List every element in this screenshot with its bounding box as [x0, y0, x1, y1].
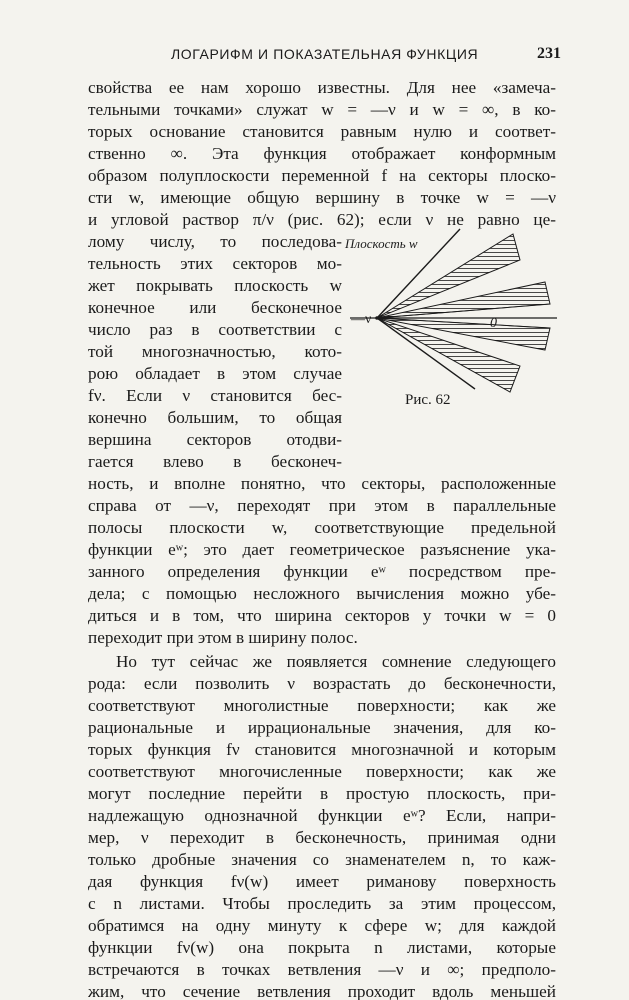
text-line: лому числу, то последова- — [88, 232, 342, 251]
text-line: гается влево в бесконеч- — [88, 452, 342, 471]
text-line: тельными точками» служат w = —ν и w = ∞, в ко- — [88, 100, 556, 119]
text-line: рациональные и иррациональные значения, для ко- — [88, 718, 556, 737]
text-line: диться и в том, что ширина секторов у точки w = 0 — [88, 606, 556, 625]
text-line: жим, что сечение ветвления проходит вдоль меньшей — [88, 982, 556, 1000]
vertex-point — [375, 316, 379, 320]
text-line: с n листами. Чтобы проследить за этим процессом, — [88, 894, 556, 913]
text-line: дая функция fν(w) имеет риманову поверхность — [88, 872, 556, 891]
text-line: сти w, имеющие общую вершину в точке w = —ν — [88, 188, 556, 207]
text-line: число раз в соответствии с — [88, 320, 342, 339]
text-line: соответствуют многолистные поверхности; как же — [88, 696, 556, 715]
text-line: переходит при этом в ширину полос. — [88, 628, 358, 647]
text-line: соответствуют многочисленные поверхности; как же — [88, 762, 556, 781]
text-line: могут последние перейти в простую плоскость, при- — [88, 784, 556, 803]
text-line: конечное или бесконечное — [88, 298, 342, 317]
text-line: ность, и вполне понятно, что секторы, расположенные — [88, 474, 556, 493]
text-line: справа от —ν, переходят при этом в параллельные — [88, 496, 556, 515]
text-line: рода: если позволить ν возрастать до бесконечности, — [88, 674, 556, 693]
page-header — [88, 46, 561, 66]
text-line: торых функция fν становится многозначной и которым — [88, 740, 556, 759]
figure-62 — [345, 224, 560, 414]
text-line: мер, ν переходит в бесконечность, принимая одни — [88, 828, 556, 847]
text-line: дела; с помощью несложного вычисления можно убе- — [88, 584, 556, 603]
text-line: встречаются в точках ветвления —ν и ∞; предполо- — [88, 960, 556, 979]
text-line: и угловой раствор π/ν (рис. 62); если ν не равно це- — [88, 210, 556, 229]
text-line: свойства ее нам хорошо известны. Для нее «замеча- — [88, 78, 556, 97]
text-line: конечно большим, то общая — [88, 408, 342, 427]
hatched-sector — [377, 282, 550, 318]
text-line: функции fν(w) она покрыта n листами, которые — [88, 938, 556, 957]
text-line: надлежащую однозначной функции eʷ? Если, напри- — [88, 806, 556, 825]
text-line: полосы плоскости w, соответствующие предельной — [88, 518, 556, 537]
text-line: вершина секторов отодви- — [88, 430, 342, 449]
text-line: ственно ∞. Эта функция отображает конформным — [88, 144, 556, 163]
origin-label: 0 — [490, 316, 497, 331]
text-line: Но тут сейчас же появляется сомнение следующего — [116, 652, 556, 671]
text-line: той многозначностью, кото- — [88, 342, 342, 361]
text-line: функции eʷ; это дает геометрическое разъяснение ука- — [88, 540, 556, 559]
text-line: обратимся на одну минуту к сфере w; для каждой — [88, 916, 556, 935]
vertex-label: —ν — [351, 312, 372, 327]
figure-caption: Рис. 62 — [405, 392, 451, 408]
plane-label: Плоскость w — [345, 236, 418, 251]
running-title: ЛОГАРИФМ И ПОКАЗАТЕЛЬНАЯ ФУНКЦИЯ — [171, 46, 479, 62]
text-line: образом полуплоскости переменной f на секторы плоско- — [88, 166, 556, 185]
text-line: занного определения функции eʷ посредством пре- — [88, 562, 556, 581]
text-line: fν. Если ν становится бес- — [88, 386, 342, 405]
text-line: жет покрывать плоскость w — [88, 276, 342, 295]
text-line: только дробные значения со знаменателем n, то каж- — [88, 850, 556, 869]
text-line: торых основание становится равным нулю и соответ- — [88, 122, 556, 141]
page-number: 231 — [537, 45, 561, 62]
text-line: тельность этих секторов мо- — [88, 254, 342, 273]
text-line: рою обладает в этом случае — [88, 364, 342, 383]
